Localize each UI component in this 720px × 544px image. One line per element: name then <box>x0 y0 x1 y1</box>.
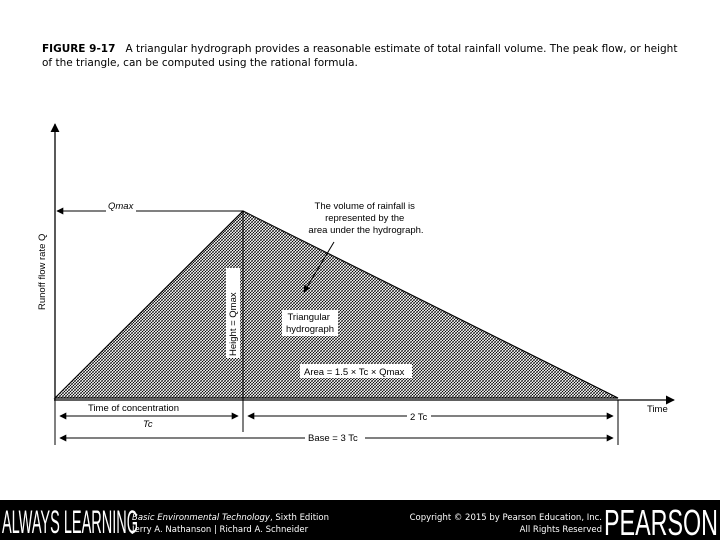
always-learning-text: ALWAYS LEARNING <box>2 504 138 540</box>
tc-label: Tc <box>143 419 153 430</box>
figure-label: FIGURE 9-17 <box>42 43 116 55</box>
figure-caption-text: A triangular hydrograph provides a reasonable estimate of total rainfall volume. The peak flow, or height of the triangle, can be computed using the rational formula. <box>42 43 678 69</box>
toc-label: Time of concentration <box>88 403 179 414</box>
area-label: Area = 1.5 × Tc × Qmax <box>304 367 405 378</box>
book-info <box>132 512 329 536</box>
book-edition: , Sixth Edition <box>269 513 329 523</box>
pearson-text: PEARSON <box>604 502 718 540</box>
y-axis-label: Runoff flow rate Q <box>37 233 48 310</box>
qmax-label: Qmax <box>108 201 134 212</box>
two-tc-label: 2 Tc <box>410 412 428 423</box>
triangle-label: Triangular hydrograph <box>285 312 335 335</box>
rights-text: All Rights Reserved <box>519 525 602 535</box>
copyright-info <box>410 512 602 536</box>
book-authors: Jerry A. Nathanson | Richard A. Schneider <box>132 525 309 535</box>
height-label: Height = Qmax <box>228 292 239 356</box>
pearson-logo <box>602 500 720 540</box>
always-learning-logo <box>0 500 140 540</box>
copyright-text: Copyright © 2015 by Pearson Education, Inc. <box>409 513 602 523</box>
x-axis-label: Time <box>647 404 668 415</box>
base-label: Base = 3 Tc <box>308 433 358 444</box>
volume-note: The volume of rainfall is represented by the area under the hydrograph. <box>308 201 424 236</box>
book-title: Basic Environmental Technology <box>132 513 270 523</box>
footer-bar <box>0 500 720 540</box>
